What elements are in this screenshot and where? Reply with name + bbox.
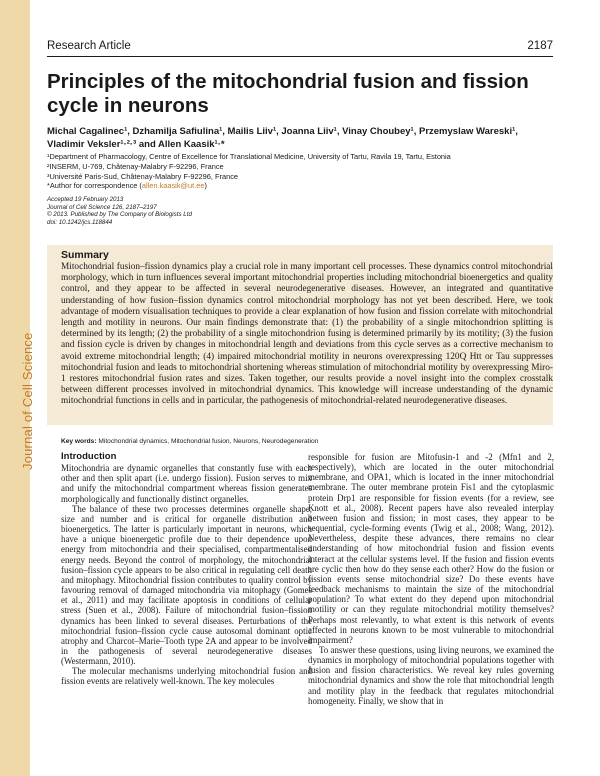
body-column-right — [308, 452, 554, 706]
doi: doi: 10.1242/jcs.118844 — [47, 218, 113, 226]
correspondence — [47, 181, 557, 191]
article-type: Research Article — [47, 40, 131, 52]
introduction-heading: Introduction — [61, 451, 117, 462]
intro-paragraph-1: Mitochondria are dynamic organelles that constantly fuse with each other and then split apart (i.e. undergo fission). Fusion serves to mix and unify the mitochondrial compartment whereas fission generates morphologically and functionally distinct organelles. — [61, 463, 312, 504]
intro-paragraph-5: To answer these questions, using living neurons, we examined the dynamics in morphology of mitochondrial populations together with fusion and fission characteristics. We reveal key rules governing mitochondrial dynamics and show the role that mitochondrial length and motility play in the feedback that regulates mitochondrial homogeneity. Finally, we show that in — [308, 644, 554, 706]
affiliations — [47, 152, 557, 191]
authors-line-2: Vladimir Veksler¹·²·³ and Allen Kaasik¹·* — [47, 138, 225, 150]
author-list — [47, 126, 557, 151]
journal-name-vertical: Journal of Cell Science — [20, 332, 35, 470]
correspondence-end: ) — [204, 181, 207, 191]
keywords — [61, 438, 553, 445]
correspondence-email-link[interactable]: allen.kaasik@ut.ee — [141, 181, 205, 191]
body-column-left — [61, 452, 312, 687]
intro-paragraph-2: The balance of these two processes determines organelle shape, size and number and is critical for organelle distribution and bioenergetics. The latter is particularly important in neurons, which have a unique bioenergetic profile due to their dependence upon energy from mitochondria and their specialised, compartmentalised energy needs. Beyond the control of morphology, the mitochondrial fusion–fission cycle appears to be also critical in regulating cell death and mitophagy. Mitochondrial fission contributes to quality control by favouring removal of damaged mitochondria via mitophagy (Gomes et al., 2011) and may facilitate apoptosis in conditions of cellular stress (Suen et al., 2008). Failure of mitochondrial fusion–fission dynamics has been linked to several diseases. Perturbations of the mitochondrial fusion–fission cycle cause autosomal dominant optic atrophy and Charcot–Marie–Tooth type 2A and appear to be involved in the pathogenesis of several neurodegenerative diseases (Westermann, 2010). — [61, 503, 312, 667]
affiliation-3: ³Université Paris-Sud, Châtenay-Malabry F-92296, France — [47, 171, 239, 181]
affiliation-1: ¹Department of Pharmacology, Centre of Excellence for Translational Medicine, University of Tartu, Ravila 19, Tartu, Estonia — [47, 152, 451, 161]
keywords-label: Key words: — [61, 438, 97, 445]
copyright: © 2013. Published by The Company of Biologists Ltd — [47, 211, 192, 219]
header-rule — [47, 56, 553, 57]
correspondence-label: *Author for correspondence ( — [47, 181, 142, 191]
article-meta — [47, 196, 347, 226]
summary-text: Mitochondrial fusion–fission dynamics play a crucial role in many important cell processes. These dynamics control mitochondrial morphology, which in turn influences several important mitochondrial properties including mitochondrial bioenergetics and quality control, and they appear to be affected in several neurodegenerative diseases. However, an integrated and quantitative understanding of how fusion–fission dynamics control mitochondrial morphology has not yet been described. Here, we took advantage of modern visualisation techniques to provide a clear explanation of how fusion and fission correlate with mitochondrial length and motility in neurons. Our main findings demonstrate that: (1) the probability of a single mitochondrion splitting is determined by its length; (2) the probability of a single mitochondrion fusing is determined primarily by its motility; (3) the fusion and fission cycle is driven by changes in mitochondrial length and deviations from this cycle serves as a corrective mechanism to avoid extreme mitochondrial length; (4) impaired mitochondrial motility in neurons overexpressing 120Q Htt or Tau suppresses mitochondrial fusion and leads to mitochondrial shortening whereas stimulation of mitochondrial motility by overexpressing Miro-1 restores mitochondrial fusion rates and sizes. Taken together, our results provide a novel insight into the complex crosstalk between different processes involved in mitochondrial dynamics. This knowledge will increase understanding of the dynamic mitochondrial functions in cells and in particular, the pathogenesis of mitochondrial-related neurodegenerative diseases. — [61, 262, 553, 407]
citation: Journal of Cell Science 126, 2187–2197 — [47, 203, 157, 211]
accepted-date: Accepted 19 February 2013 — [47, 196, 124, 203]
article-title: Principles of the mitochondrial fusion and fission cycle in neurons — [47, 70, 529, 117]
intro-paragraph-3: The molecular mechanisms underlying mitochondrial fusion and fission events are relatively well-known. The key molecules — [61, 666, 312, 687]
keywords-text: Mitochondrial dynamics, Mitochondrial fusion, Neurons, Neurodegeneration — [98, 438, 319, 445]
summary-heading: Summary — [61, 249, 109, 261]
page-number: 2187 — [527, 40, 553, 52]
intro-paragraph-4: responsible for fusion are Mitofusin-1 and -2 (Mfn1 and 2, respectively), which are located in the outer mitochondrial membrane, and OPA1, which is located in the inner mitochondrial membrane. The outer membrane protein Fis1 and the cytoplasmic protein Drp1 are responsible for fission events (for a review, see Knott et al., 2008). Recent papers have also revealed interplay between fusion and fission; in most cases, they appear to be sequential, cycle-forming events (Twig et al., 2008; Wang, 2012). Nevertheless, despite these advances, there remains no clear understanding of how mitochondrial fusion and fission events interact at the cellular systems level. If the fusion and fission events are cyclic then how do they sense each other? How do the fusion or fission events sense mitochondrial size? Do these events have feedback mechanisms to maintain the size of the mitochondrial population? To what extent do they depend upon mitochondrial motility or can they regulate mitochondrial motility themselves? Perhaps most relevantly, to what extent is this network of events affected in neurons known to be most vulnerable to mitochondrial impairment? — [308, 452, 554, 645]
affiliation-2: ²INSERM, U-769, Châtenay-Malabry F-92296, France — [47, 161, 224, 171]
authors-line-1: Michal Cagalinec¹, Dzhamilja Safiulina¹, Mailis Liiv¹, Joanna Liiv¹, Vinay Choubey¹, Przemyslaw Wareski¹, — [47, 126, 518, 137]
